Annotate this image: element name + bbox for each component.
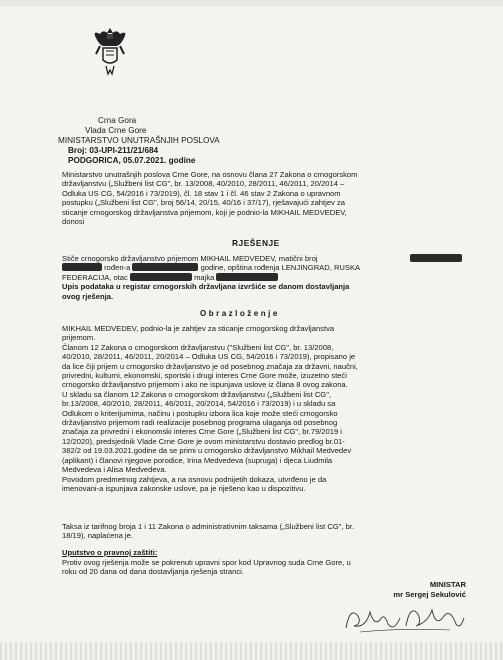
text-line: da lice čiji prijem u crnogorsko državljanstvo je od posebnog značaja za državni, naučni, xyxy=(62,361,358,371)
body-paragraph xyxy=(62,324,462,493)
text-line xyxy=(62,273,462,282)
text-line: Povodom predmetnog zahtjeva, a na osnovu podnijetih dokaza, utvrđeno je da xyxy=(62,474,327,484)
text-line: značaja za privredni i ekonomski interes Crne Gore („Službeni list CG", br.79/2019 i xyxy=(62,427,342,437)
text-span: godine, opština rođenja LENJINGRAD, RUSKA xyxy=(200,263,361,273)
text-line: roku od 20 dana od dana dostavljanja rješenja stranci. xyxy=(62,567,244,577)
redaction xyxy=(410,254,462,262)
signature-role: MINISTAR xyxy=(429,580,466,589)
text-span: FEDERACIJA, otac xyxy=(62,272,128,282)
text-span: majka xyxy=(194,272,215,282)
text-line: 382/2 od 19.03.2021.godine da se primi u crnogorsko državljanstvo Mikhail Medvedev xyxy=(62,446,352,456)
text-span: Stiče crnogorsko državljanstvo prijemom MIKHAIL MEDVEDEV, matični broj xyxy=(62,254,318,263)
coat-of-arms-icon xyxy=(90,24,130,88)
text-line: 12/2020), predsjednik Vlade Crne Gore je ovom ministarstvu dostavio predlog br.01- xyxy=(62,436,345,446)
intro-paragraph xyxy=(62,170,462,226)
taksa-paragraph xyxy=(62,522,462,541)
country-name: Crna Gora xyxy=(98,116,137,125)
text-line: Odluka US CG, 54/2016 i 73/2019), čl. 18 stav 1 i čl. 46 stav 2 Zakona o upravnom xyxy=(62,188,341,198)
redaction xyxy=(132,263,198,271)
document-number: Broj: 03-UPI-211/21/684 xyxy=(68,146,159,155)
obrazlozenje-heading: Obrazloženje xyxy=(200,309,280,318)
scan-edge xyxy=(0,642,503,660)
text-line xyxy=(62,263,462,272)
text-line: državljanstvu („Službeni list CG", br. 13/2008, 40/2010, 28/2011, 46/2011, 20/2014 – xyxy=(62,179,345,189)
handwritten-signature xyxy=(340,598,470,638)
text-line: imenovani-a ispunjava zakonske uslove, pa je riješeno kao u dispozitivu. xyxy=(62,483,306,493)
text-line: državljanstvo prijemom radi realizacije posebnog programa ulaganja od posebnog xyxy=(62,418,338,428)
text-line: Ministarstvo unutrašnjih poslova Crne Gore, na osnovu člana 27 Zakona o crnogorskom xyxy=(62,170,358,179)
text-line: Taksa iz tarifnog broja 1 i 11 Zakona o administrativnim taksama („Službeni list CG", br. xyxy=(62,522,355,531)
redaction xyxy=(216,273,278,281)
text-line: MIKHAIL MEDVEDEV, podnio-la je zahtjev za sticanje crnogorskog državljanstva xyxy=(62,324,335,333)
redaction xyxy=(62,263,102,271)
text-line: Odlukom o kriterijumima, načinu i postupku izbora lica koje može steći crnogorsko xyxy=(62,408,338,418)
government-name: Vlada Crne Gore xyxy=(85,126,147,135)
signature-name: mr Sergej Sekulović xyxy=(393,590,466,599)
text-line: br.13/2008, 40/2010, 28/2011, 46/2011, 20/2014, 54/2016 i 73/2019) i u skladu sa xyxy=(62,399,336,409)
text-line: Članom 12 Zakona o crnogorskom državljanstvu ("Službeni list CG", br. 13/2008, xyxy=(62,342,334,352)
redaction xyxy=(130,273,192,281)
text-line: Upis podataka u registar crnogorskih državljana izvršiće se danom dostavljanja xyxy=(62,282,350,292)
text-line xyxy=(62,254,462,263)
text-line: U skladu sa članom 12 Zakona o crnogorskom državljanstvu („Službeni list CG", xyxy=(62,389,332,399)
text-line: privredni, kulturni, ekonomski, sportski i drugi interes Crne Gore može, izuzetno steći xyxy=(62,371,347,381)
uputstvo-paragraph xyxy=(62,558,462,577)
place-date: PODGORICA, 05.07.2021. godine xyxy=(68,156,196,165)
uputstvo-heading: Uputstvo o pravnoj zaštiti: xyxy=(62,548,158,557)
text-line: Medvedeva i Alisa Medvedeva. xyxy=(62,465,167,475)
text-span: rođen-a xyxy=(104,263,131,273)
ministry-name: MINISTARSTVO UNUTRAŠNJIH POSLOVA xyxy=(58,136,220,145)
text-line: sticanje crnogorskog državljanstva prijemom, koji je podnio-la MIKHAIL MEDVEDEV, xyxy=(62,207,347,217)
text-line: 40/2010, 28/2011, 46/2011, 20/2014 – Odluka US CG, 54/2016 i 73/2019), propisano je xyxy=(62,352,356,362)
text-line: crnogorsko državljanstvo prijemom i ako ne ispunjava uslove iz člana 8 ovog zakona. xyxy=(62,380,348,390)
text-line: postupku („Službeni list CG", broj 56/14, 20/15, 40/16 i 37/17), rješavajući zahtjev za xyxy=(62,198,345,208)
resenje-heading: RJEŠENJE xyxy=(232,238,280,248)
text-line: donosi xyxy=(62,217,85,227)
resenje-paragraph xyxy=(62,254,462,301)
text-line: Protiv ovog rješenja može se pokrenuti upravni spor kod Upravnog suda Crne Gore, u xyxy=(62,558,351,567)
text-line: prijemom. xyxy=(62,333,96,343)
text-line: (aplikant) i članovi njegove porodice, Irina Medvedeva (supruga) i djeca Liudmila xyxy=(62,455,333,465)
text-line: ovog rješenja. xyxy=(62,291,114,301)
text-line: 18/19), naplaćena je. xyxy=(62,531,133,541)
scan-edge xyxy=(0,0,503,6)
